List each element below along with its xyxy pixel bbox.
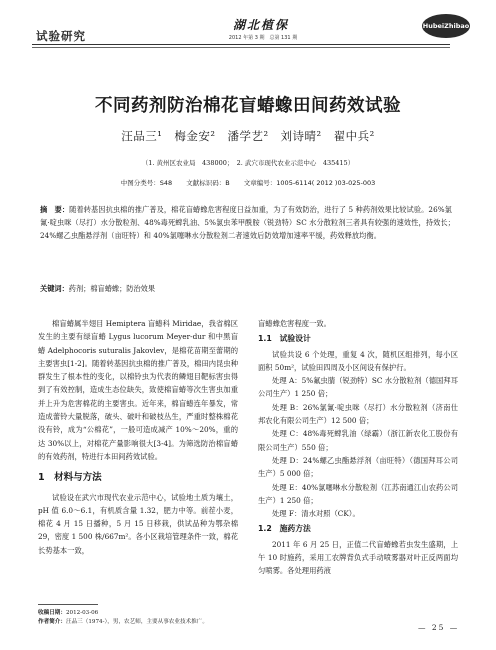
left-column: [38, 317, 238, 557]
journal-logo: HubeiZhibao: [422, 14, 470, 38]
abstract-text: 随着转基因抗虫棉的推广普及，棉花盲蝽蟓危害程度日益加重，为了有效防治，进行了 5 种药剂效果比较试验。26%氯氰·啶虫咪（尽打）水分散粒剂、48%毒死蜱乳油、5%氯虫苯甲酰胺（锐劲特）SC 水分散粒剂三者具有较强的速效性，持效长；24%螺乙虫酯悬浮剂（亩旺特）和 40%氯噻啉水分散粒剂二者速效后防效增加速率平缓，药效释放均衡。: [40, 205, 455, 241]
classification-line: [0, 178, 496, 187]
footnote-rule: [38, 604, 98, 605]
author-list: 汪品三¹ 梅金安² 潘学艺² 刘诗晴² 翟中兵²: [121, 129, 375, 143]
journal-name: 湖北植保: [232, 18, 289, 32]
header-rule: [32, 44, 450, 45]
footnote: [38, 609, 258, 627]
article-number: 文章编号：1005-6114( 2012 )03-025-003: [243, 179, 376, 187]
section-heading-materials: 1 材料与方法: [38, 472, 102, 484]
keywords-label: 关键词：: [40, 284, 69, 293]
design-paragraph: 试验共设 6 个处理，重复 4 次，随机区组排列，每小区面积 50m²，试验田四周及小区间设有保护行。: [258, 349, 458, 372]
abstract-label: 摘 要：: [40, 205, 70, 214]
paper-title: 不同药剂防治棉花盲蝽蟓田间药效试验: [95, 96, 401, 116]
treatment-item: 处理 C：48%毒死蜱乳油（绿霸）（浙江新农化工股份有限公司生产）550 倍；: [258, 429, 458, 452]
journal-issue: 2012 年第 3 期 总第 131 期: [228, 35, 298, 41]
treatment-item: 处理 A：5%氟虫腈（锐劲特）SC 水分散粒剂（德国拜耳公司生产）1 250 倍；: [258, 376, 458, 399]
received-date: 2012-03-06: [65, 610, 99, 616]
affiliation: （1. 黄州区农业局 438000； 2. 武穴市现代农业示范中心 435415）: [141, 159, 355, 167]
header-rule-thin: [32, 47, 450, 48]
clc-number: 中图分类号：S48: [120, 179, 173, 187]
keywords-text: 药剂；棉盲蝽蟓；防治效果: [68, 284, 156, 293]
keywords: [40, 284, 456, 294]
received-label: 收稿日期：: [38, 610, 66, 616]
author-bio-label: 作者简介：: [38, 619, 66, 625]
method-paragraph: 2011 年 6 月 25 日，正值二代盲蝽蟓若虫发生盛期，上午 10 时施药，采用工农牌背负式手动喷雾器对叶正反两面均匀喷雾。各处理用药液: [258, 539, 458, 576]
treatment-item: 处理 E：40%氯噻啉水分散粒剂（江苏南通江山农药公司生产）1 250 倍；: [258, 482, 458, 505]
treatment-item: 处理 F：清水对照（CK）。: [272, 509, 360, 519]
site-paragraph: 试验设在武穴市现代农业示范中心，试验地土质为壤土，pH 值 6.0～6.1，有机质含量 1.32，肥力中等。前茬小麦，棉花 4 月 15 日播种，5 月 15 日移栽，供试品种为鄂杂棉 29，密度 1 500 株/667m²。各小区栽培管理条件一致，棉花长势基本一致，: [38, 492, 238, 555]
continuation-text: 盲蝽蟓危害程度一致。: [258, 319, 331, 328]
doc-code: 文献标识码：B: [186, 179, 230, 187]
treatment-item: 处理 D：24%螺乙虫酯悬浮剂（亩旺特）（德国拜耳公司生产）5 000 倍；: [258, 455, 458, 479]
intro-paragraph: 棉盲蝽属半翅目 Hemiptera 盲蝽科 Miridae，我省棉区发生的主要有绿盲蝽 Lygus lucorum Meyer-dur 和中黑盲蝽 Adelphocoris suturalis Jakovlev，是棉花苗期至蕾期的主要害虫[1-2]。随着转基因抗虫棉的推广普及，棉田内昆虫种群发生了根本性的变化，以棉铃虫为代表的鳞翅目靶标害虫得到了有效控制，造成生态位缺失，致使棉盲蝽等次生害虫加重并上升为危害棉花的主要害虫。近年来，棉盲蝽连年暴发，常造成蕾铃大量脱落，破头、破叶和破枝丛生，严重时整株棉花没有铃，成为“公棉花”，一般可造成减产 10%～20%，重的达 30%以上，对棉花产量影响很大[3-4]。为筛选防治棉盲蝽的有效药剂，特进行本田间药效试验。: [38, 319, 238, 461]
treatment-item: 处理 B：26%氯氰·啶虫咪（尽打）水分散粒剂（济南仕邦农化有限公司生产）12 500 倍；: [258, 402, 458, 426]
page-number: — 25 —: [418, 623, 460, 632]
page-header: [0, 0, 496, 52]
right-column: [258, 317, 458, 578]
subheading-method: 1.2 施药方法: [258, 524, 311, 534]
abstract: [40, 203, 456, 243]
author-bio: 汪品三（1974-），男，农艺师，主要从事农业技术推广。: [65, 619, 208, 625]
section-tag: 试验研究: [36, 29, 86, 43]
subheading-design: 1.1 试验设计: [258, 334, 311, 344]
